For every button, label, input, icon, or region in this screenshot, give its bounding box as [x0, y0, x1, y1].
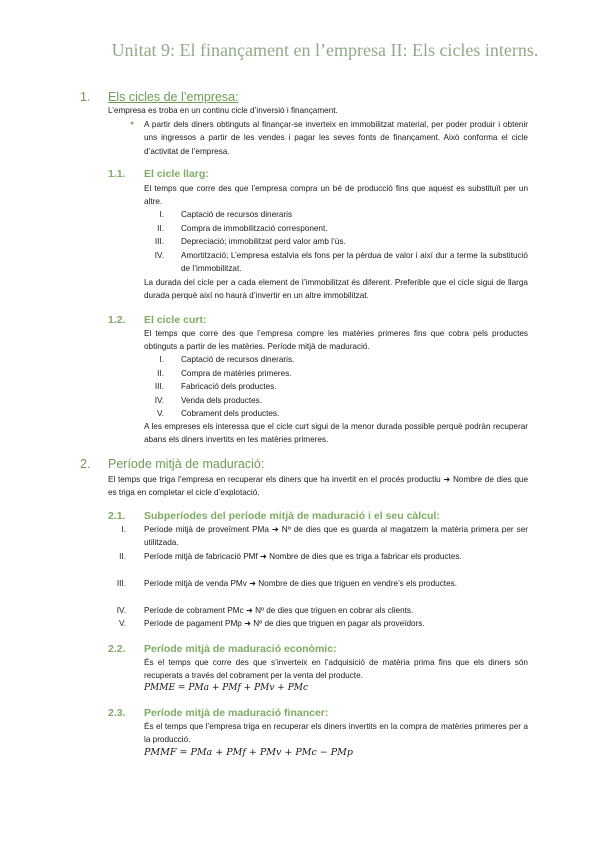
subsection-2-2-text: És el temps que corre des que s’inverteix en l’adquisició de matèria prima fins que els diners són recuperats a través del cobrament per la venta del producte. [144, 658, 528, 681]
section-2-intro: El temps que triga l’empresa en recuperar els diners que ha invertit en el procés productiu ➜ Nombre de dies que es triga en completar el cicle d’explotació. [108, 475, 528, 498]
subsection-1-1-after: La durada del cicle per a cada element de l’immobilitzat és diferent. Preferible que el cicle sigui de llarga durada perquè així no haurà d’invertir en un altre immobilitzat. [144, 278, 528, 301]
bullet-icon: ● [130, 120, 135, 127]
section-2-number: 2. [80, 457, 91, 471]
formula-pmmf: PMMF = PMa + PMf + PMv + PMc − PMp [144, 747, 353, 758]
subsection-1-2-title: El cicle curt: [144, 314, 207, 326]
section-1-bullet-text: A partir dels diners obtinguts al finançar-se inverteix en immobilitzat material, per poder produir i obtenir uns ingressos a partir de les vendes i pagar les seves fonts de finançament. Això conforma el cicle d’activitat de l’empresa. [144, 120, 528, 156]
subsection-2-1-number: 2.1. [108, 510, 126, 522]
subsection-2-3-text: És el temps que l’empresa triga en recuperar els diners invertits en la compra de matèries primeres per a la producció. [144, 722, 528, 745]
formula-pmme: PMME = PMa + PMf + PMv + PMc [144, 683, 309, 693]
section-1-intro: L’empresa es troba en un continu cicle d’inversió i finançament. [108, 106, 338, 115]
subsection-2-2-title: Període mitjà de maduració econòmic: [144, 643, 337, 655]
section-2-title: Període mitjà de maduració: [108, 457, 265, 471]
subsection-1-2-text: El temps que corre des que l’empresa compre les matèries primeres fins que cobra pels productes obtinguts a partir de les matèries. Període mitjà de maduració. [144, 329, 528, 352]
subsection-1-1-number: 1.1. [108, 168, 126, 180]
subsection-1-1-title: El cicle llarg: [144, 168, 209, 180]
subsection-1-2-after: A les empreses els interessa que el cicle curt sigui de la menor durada possible perquè podràn recuperar abans els diners invertits en les matèries primeres. [144, 422, 528, 445]
subsection-2-3-number: 2.3. [108, 707, 126, 719]
section-1-number: 1. [80, 90, 91, 104]
subsection-1-2-number: 1.2. [108, 314, 126, 326]
document-page: Unitat 9: El finançament en l’empresa II: Els cicles interns. 1. Els cicles de l’empresa: L’empresa es troba en un continu cicle d’inversió i finançament. ● A partir dels diners obtinguts al finançar-se inverteix en immobilitzat material, per poder produir i obtenir uns ingressos a partir de les vendes i pagar les seves fonts de finançament. Això conforma el cicle d’activitat de l’empresa. 1.1. El cicle llarg: El temps que corre des que l’empresa compra un bé de producció fins que aquest es substituït per un altre. I. Captació de recursos dineraris II. Compra de immobilització corresponent. III. Depreciació; immobilitzat perd valor amb l’ús. IV. Amortització; L’empresa estalvia els fons per la pèrdua de valor i així dur a terme la substitució de l’immobilitzat. La durada del cicle per a cada element de l’immobilitzat és diferent. Preferible que el cicle sigui de llarga durada perquè així no haurà d’invertir en un altre immobilitzat. 1.2. El cicle curt: El temps que corre des que l’empresa compre les matèries primeres fins que cobra pels productes obtinguts a partir de les matèries. Període mitjà de maduració. I. Captació de recursos dineraris. II. Compra de matèries primeres. III. Fabricació dels productes. IV. Venda dels productes. V. Cobrament dels productes. A les empreses els interessa que el cicle curt sigui de la menor durada possible perquè podràn recuperar abans els diners invertits en les matèries primeres. 2. Període mitjà de maduració: El temps que triga l’empresa en recuperar els diners que ha invertit en el procés productiu ➜ Nombre de dies que es triga en completar el cicle d’explotació. 2.1. Subperíodes del període mitjà de maduració i el seu càlcul: I. Període mitjà de proveïment PMa ➜ Nº de dies que es guarda al magatzem la matèria primera per ser utilitzada. II. Període mitjà de fabricació PMf ➜ Nombre de dies que es triga a fabricar els productes. III. Període mitjà de venda PMv ➜ Nombre de dies que triguen en vendre’s els productes. IV. Període de cobrament PMc ➜ Nº de dies que triguen en cobrar als clients. V. Període de pagament PMp ➜ Nº de dies que triguen en pagar als proveïdors. 2.2. Període mitjà de maduració econòmic: És el temps que corre des que s’inverteix en l’adquisició de matèria prima fins que els diners són recuperats a través del cobrament per la venta del producte. PMME = PMa + PMf + PMv + PMc 2.3. Període mitjà de maduració financer: És el temps que l’empresa triga en recuperar els diners invertits en la compra de matèries primeres per a la producció. PMMF = PMa + PMf + PMv + PMc − PMp [0, 0, 600, 848]
subsection-2-2-number: 2.2. [108, 643, 126, 655]
page-title: Unitat 9: El finançament en l’empresa II: Els cicles interns. [111, 40, 539, 60]
subsection-2-1-title: Subperíodes del període mitjà de maduració i el seu càlcul: [144, 510, 440, 522]
subsection-2-3-title: Període mitjà de maduració financer: [144, 707, 329, 719]
section-1-title: Els cicles de l’empresa: [108, 90, 239, 104]
subsection-1-1-text: El temps que corre des que l’empresa compra un bé de producció fins que aquest es substituït per un altre. [144, 184, 528, 207]
